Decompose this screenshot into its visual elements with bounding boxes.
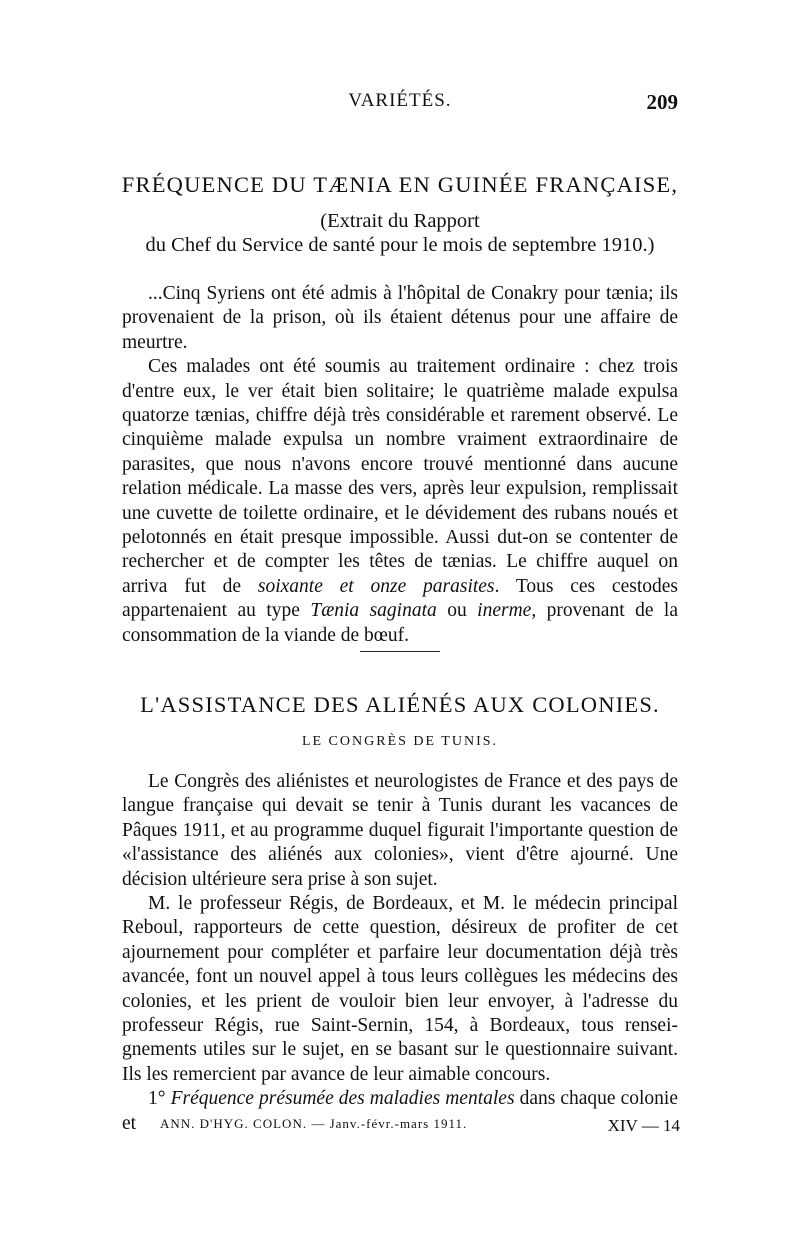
article2-body xyxy=(122,770,678,1136)
article1-title: FRÉQUENCE DU TÆNIA EN GUINÉE FRANÇAISE, xyxy=(121,172,679,197)
article1-body xyxy=(122,282,678,648)
running-head xyxy=(0,90,800,120)
article1-paragraph2-italic3: inerme, xyxy=(477,600,537,622)
article2-item1-italic: Fréquence présumée des maladies mentales xyxy=(170,1088,515,1110)
article2-title: L'ASSISTANCE DES ALIÉNÉS AUX COLONIES. xyxy=(140,692,660,717)
article1-paragraph2-part2: . Tous ces cestodes appartenaient au type xyxy=(122,575,678,622)
article2-item1-text: dans chaque colonie et xyxy=(122,1088,678,1134)
running-head-title: VARIÉTÉS. xyxy=(348,90,452,111)
page-footer xyxy=(160,1116,680,1140)
article2-subtitle: LE CONGRÈS DE TUNIS. xyxy=(301,734,499,749)
article1-paragraph2 xyxy=(122,355,678,648)
article1-paragraph2-italic1: soixante et onze parasites xyxy=(257,575,495,597)
article1-paragraph2-part3: ou xyxy=(436,600,478,622)
page-number: 209 xyxy=(646,90,678,114)
article1-paragraph2-italic2: Tænia saginata xyxy=(310,600,437,622)
article1-paragraph2-part4: provenant de la consommation de la viande de bœuf. xyxy=(122,600,679,646)
article1-source-line2: du Chef du Service de santé pour le mois de septembre 1910.) xyxy=(145,234,655,256)
article1-paragraph2-part1: Ces malades ont été soumis au traitement ordinaire : chez trois d'entre eux, le ver était bien solitaire; le quatrième malade expulsa quatorze tænias, chiffre déjà très considérable et rarement observé. Le cinquième malade expulsa un nombre vraiment extraordinaire de parasites, que nous n'avons encore trouvé mentionné dans aucune relation médicale. La masse des vers, après leur expulsion, remplissait une cuvette de toilette ordinaire, et le dévidement des rubans noués et pelotonnés en était presque impossible. Aussi dut-on se contenter de rechercher et de compter les têtes de tænias. Le chiffre auquel on arriva fut de xyxy=(122,356,678,597)
section-divider xyxy=(360,651,440,652)
footer-signature: XIV — 14 xyxy=(607,1116,680,1135)
article1-paragraph1: ...Cinq Syriens ont été admis à l'hôpital de Conakry pour tænia; ils provenaient de la prison, où ils étaient détenus pour une affaire de meurtre. xyxy=(122,283,678,353)
article2-item1-number: 1° xyxy=(148,1088,166,1110)
article1-source-line1: (Extrait du Rapport xyxy=(320,210,480,232)
article2-paragraph2: M. le professeur Régis, de Bordeaux, et M. le médecin principal Reboul, rapporteurs de cette question, désireux de profiter de cet ajournement pour compléter et parfaire leur documentation déjà très avancée, font un nouvel appel à tous leurs collègues les médecins des colonies, et les prient de vouloir bien leur envoyer, à l'adresse du professeur Régis, rue Saint-Sernin, 154, à Bordeaux, tous renseignements utiles sur le sujet, en se basant sur le questionnaire suivant. Ils les remercient par avance de leur aimable concours. xyxy=(122,893,678,1085)
article2-paragraph1: Le Congrès des aliénistes et neurologistes de France et des pays de langue française qui devait se tenir à Tunis durant les vacances de Pâques 1911, et au programme duquel figurait l'importante question de «l'assistance des aliénés aux colonies», vient d'être ajourné. Une décision ultérieure sera prise à son sujet. xyxy=(122,771,678,890)
footer-journal: ANN. D'HYG. COLON. — Janv.-févr.-mars 1911. xyxy=(160,1116,468,1131)
